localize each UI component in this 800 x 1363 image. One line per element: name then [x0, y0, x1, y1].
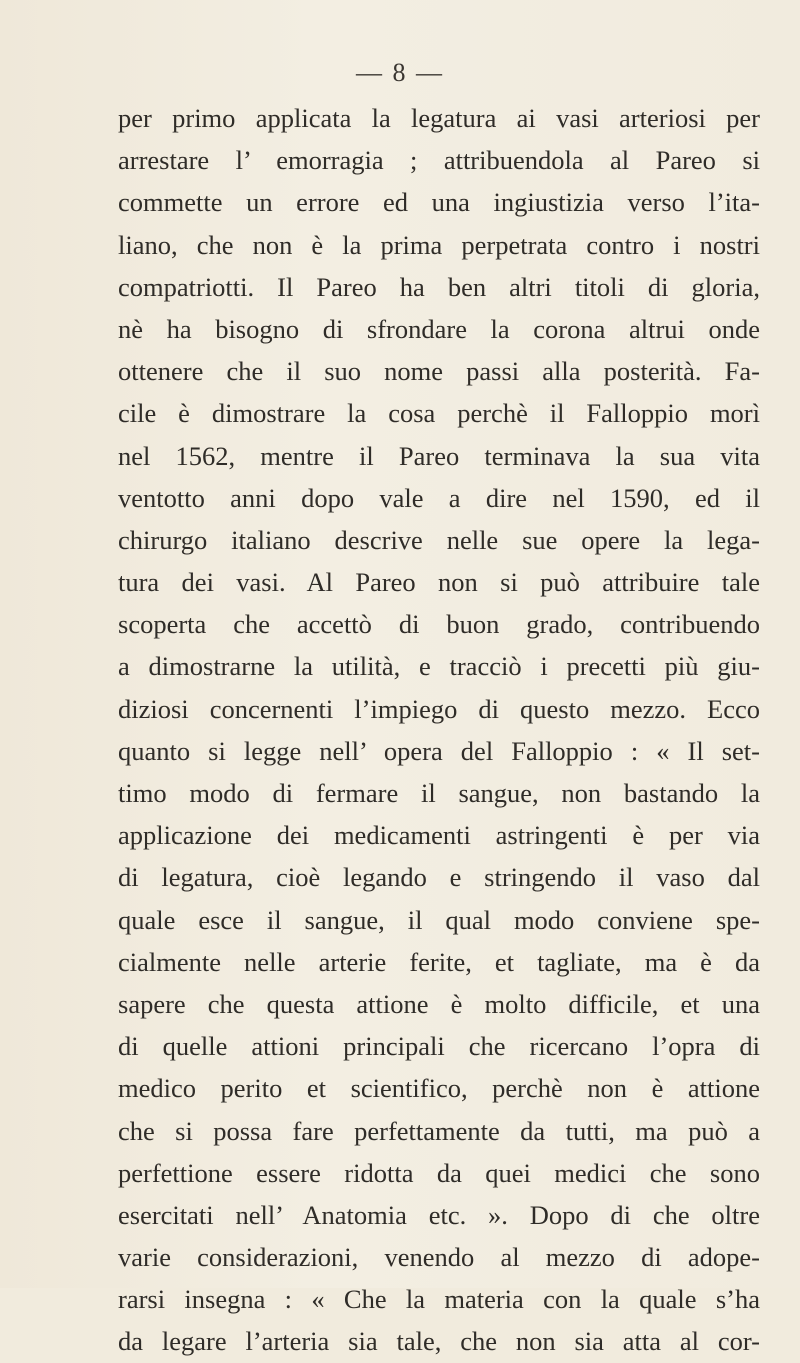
text-line: medico perito et scientifico, perchè non è attione [118, 1073, 760, 1104]
text-line: da legare l’arteria sia tale, che non sia atta al cor- [118, 1326, 760, 1357]
text-line: chirurgo italiano descrive nelle sue opere la lega- [118, 524, 760, 555]
text-line: che si possa fare perfettamente da tutti, ma può a [118, 1115, 760, 1146]
text-line: varie considerazioni, venendo al mezzo di adope- [118, 1242, 760, 1273]
text-line: arrestare l’ emorragia ; attribuendola al Pareo si [118, 145, 760, 176]
text-line: di quelle attioni principali che ricercano l’opra di [118, 1031, 760, 1062]
text-line: quale esce il sangue, il qual modo conviene spe- [118, 904, 760, 935]
text-line: nè ha bisogno di sfrondare la corona altrui onde [118, 313, 760, 344]
text-line: timo modo di fermare il sangue, non bastando la [118, 778, 760, 808]
text-line: a dimostrarne la utilità, e tracciò i precetti più giu- [118, 651, 760, 682]
text-line: rarsi insegna : « Che la materia con la quale s’ha [118, 1284, 760, 1315]
text-line: perfettione essere ridotta da quei medici che sono [118, 1157, 760, 1188]
page-number: — 8 — [356, 58, 444, 87]
text-line: cialmente nelle arterie ferite, et tagliate, ma è da [118, 946, 760, 977]
text-line: ventotto anni dopo vale a dire nel 1590, ed il [118, 482, 760, 513]
text-line: per primo applicata la legatura ai vasi arteriosi per [118, 103, 760, 133]
text-line: nel 1562, mentre il Pareo terminava la sua vita [118, 440, 760, 471]
text-line: liano, che non è la prima perpetrata contro i nostri [118, 229, 760, 260]
text-line: sapere che questa attione è molto difficile, et una [118, 988, 760, 1019]
text-line: commette un errore ed una ingiustizia verso l’ita- [118, 187, 760, 218]
text-line: tura dei vasi. Al Pareo non si può attribuire tale [118, 567, 760, 598]
text-line: compatriotti. Il Pareo ha ben altri titoli di gloria, [118, 271, 760, 302]
text-line: diziosi concernenti l’impiego di questo mezzo. Ecco [118, 693, 760, 724]
text-line: scoperta che accettò di buon grado, contribuendo [118, 609, 760, 640]
text-line: quanto si legge nell’ opera del Falloppio : « Il set- [118, 735, 760, 766]
text-line: di legatura, cioè legando e stringendo il vaso dal [118, 862, 760, 893]
text-line: ottenere che il suo nome passi alla posterità. Fa- [118, 356, 760, 387]
body-text [118, 97, 760, 1363]
text-line: esercitati nell’ Anatomia etc. ». Dopo di che oltre [118, 1199, 760, 1230]
text-line: cile è dimostrare la cosa perchè il Falloppio morì [118, 398, 760, 429]
text-line: applicazione dei medicamenti astringenti è per via [118, 820, 760, 851]
